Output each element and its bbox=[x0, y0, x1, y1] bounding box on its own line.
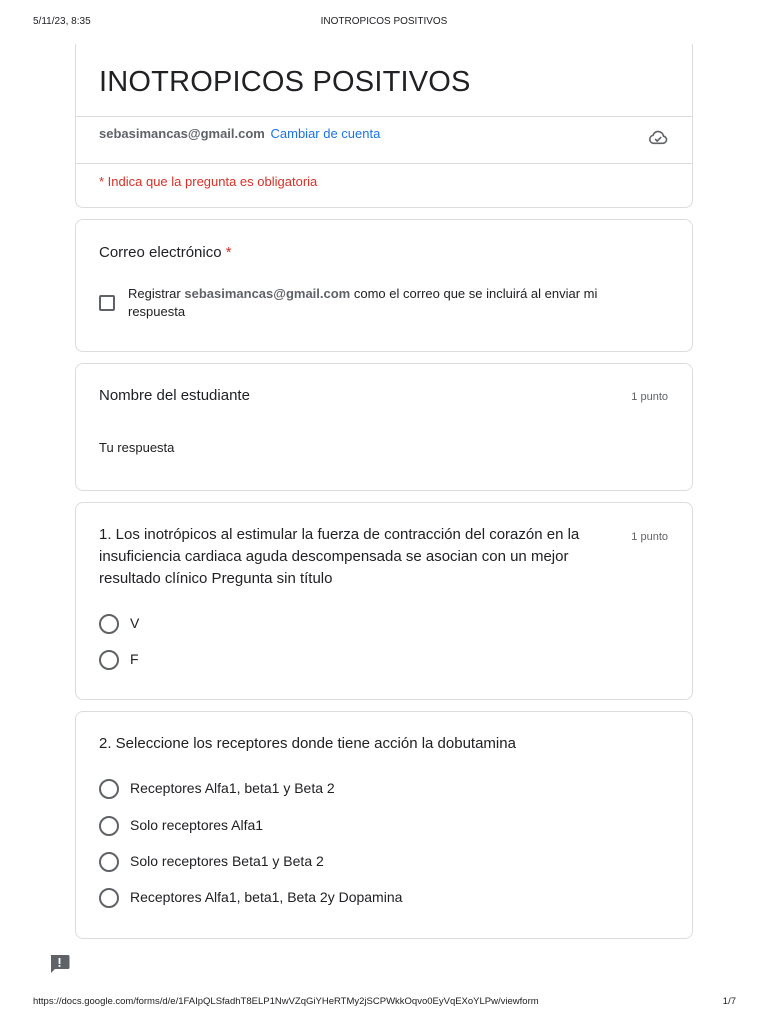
print-doc-title: INOTROPICOS POSITIVOS bbox=[320, 16, 448, 27]
account-row bbox=[99, 126, 380, 141]
print-footer bbox=[0, 996, 768, 1010]
option-label: F bbox=[130, 651, 139, 667]
radio-button[interactable] bbox=[99, 650, 119, 670]
question-2-card bbox=[75, 711, 693, 939]
question-2-title: 2. Seleccione los receptores donde tiene acción la dobutamina bbox=[99, 735, 516, 752]
student-name-title: Nombre del estudiante bbox=[99, 387, 250, 404]
radio-button[interactable] bbox=[99, 888, 119, 908]
radio-button[interactable] bbox=[99, 816, 119, 836]
option-label: Receptores Alfa1, beta1 y Beta 2 bbox=[130, 780, 335, 796]
checkbox-email: sebasimancas@gmail.com bbox=[184, 286, 351, 301]
print-url: https://docs.google.com/forms/d/e/1FAIpQLSfadhT8ELP1NwVZqGiYHeRTMy2jSCPWkkOqvo0EyVqEXoYLPw/viewform bbox=[33, 996, 539, 1007]
radio-button[interactable] bbox=[99, 614, 119, 634]
option-label: Solo receptores Beta1 y Beta 2 bbox=[130, 853, 324, 869]
student-name-points: 1 punto bbox=[631, 391, 668, 403]
radio-button[interactable] bbox=[99, 779, 119, 799]
header-divider-bottom bbox=[76, 163, 692, 164]
report-feedback-icon[interactable] bbox=[49, 954, 70, 974]
student-name-input[interactable]: Tu respuesta bbox=[99, 440, 175, 455]
account-email: sebasimancas@gmail.com bbox=[99, 126, 265, 141]
email-question-label: Correo electrónico bbox=[99, 244, 222, 261]
print-date: 5/11/23, 8:35 bbox=[33, 16, 91, 27]
cloud-check-icon[interactable] bbox=[647, 128, 669, 146]
option-label: V bbox=[130, 615, 140, 631]
checkbox-prefix: Registrar bbox=[128, 286, 181, 301]
checkbox-suffix: como el correo que se incluirá al enviar mi respuesta bbox=[128, 286, 598, 319]
record-email-checkbox[interactable] bbox=[99, 295, 115, 311]
required-asterisk: * bbox=[225, 244, 232, 261]
question-1-points: 1 punto bbox=[631, 531, 668, 543]
switch-account-link[interactable]: Cambiar de cuenta bbox=[270, 126, 381, 141]
form-title: INOTROPICOS POSITIVOS bbox=[99, 66, 471, 98]
question-1-title: 1. Los inotrópicos al estimular la fuerza de contracción del corazón en la insuficiencia cardiaca aguda descompensada se asocian con un mejor resultado clínico Pregunta sin título bbox=[99, 526, 580, 587]
email-question-card bbox=[75, 219, 693, 352]
option-label: Solo receptores Alfa1 bbox=[130, 817, 264, 833]
print-page-number: 1/7 bbox=[722, 996, 736, 1007]
option-label: Receptores Alfa1, beta1, Beta 2y Dopamina bbox=[130, 889, 403, 905]
form-header-card bbox=[75, 44, 693, 208]
student-name-card bbox=[75, 363, 693, 491]
question-1-card bbox=[75, 502, 693, 700]
required-note: * Indica que la pregunta es obligatoria bbox=[99, 174, 318, 189]
email-question-title bbox=[99, 242, 232, 264]
print-header bbox=[0, 16, 768, 30]
header-divider-top bbox=[76, 116, 692, 117]
record-email-checkbox-label[interactable] bbox=[128, 285, 648, 321]
radio-button[interactable] bbox=[99, 852, 119, 872]
